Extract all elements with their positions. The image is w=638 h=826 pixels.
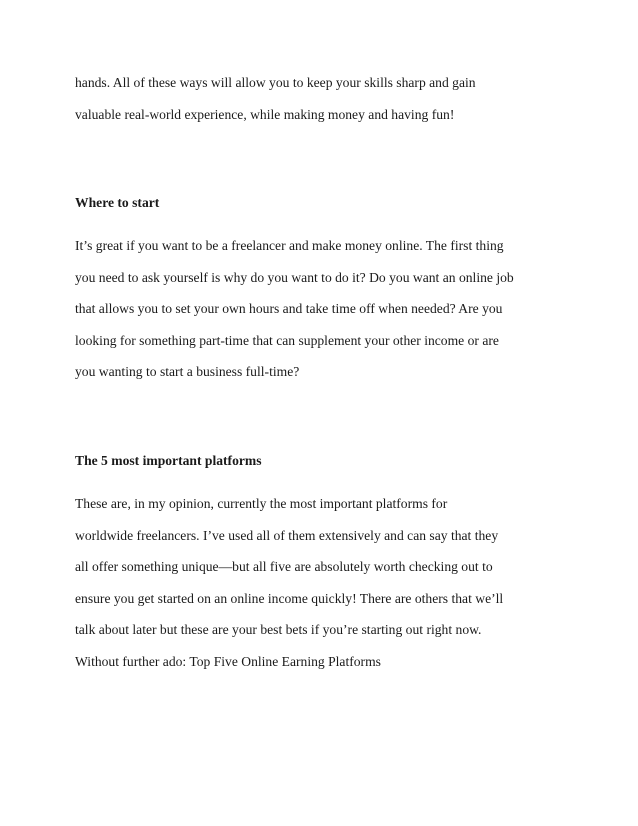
- platforms-line-3: all offer something unique—but all five are absolutely worth checking out to: [75, 559, 493, 574]
- platforms-line-6: Without further ado: Top Five Online Earning Platforms: [75, 654, 381, 669]
- platforms-line-2: worldwide freelancers. I’ve used all of them extensively and can say that they: [75, 528, 499, 543]
- start-line-4: looking for something part-time that can supplement your other income or are: [75, 333, 499, 348]
- start-line-2: you need to ask yourself is why do you want to do it? Do you want an online job: [75, 270, 514, 285]
- start-line-1: It’s great if you want to be a freelancer and make money online. The first thing: [75, 238, 504, 253]
- intro-line-1: hands. All of these ways will allow you to keep your skills sharp and gain: [75, 75, 476, 90]
- platforms-line-5: talk about later but these are your best bets if you’re starting out right now.: [75, 622, 482, 637]
- heading-where-to-start: Where to start: [75, 195, 160, 210]
- heading-five-platforms: The 5 most important platforms: [75, 453, 262, 468]
- start-line-5: you wanting to start a business full-time?: [75, 364, 300, 379]
- platforms-line-4: ensure you get started on an online income quickly! There are others that we’ll: [75, 591, 504, 606]
- platforms-line-1: These are, in my opinion, currently the most important platforms for: [75, 496, 448, 511]
- start-line-3: that allows you to set your own hours and take time off when needed? Are you: [75, 301, 503, 316]
- intro-line-2: valuable real-world experience, while making money and having fun!: [75, 107, 455, 122]
